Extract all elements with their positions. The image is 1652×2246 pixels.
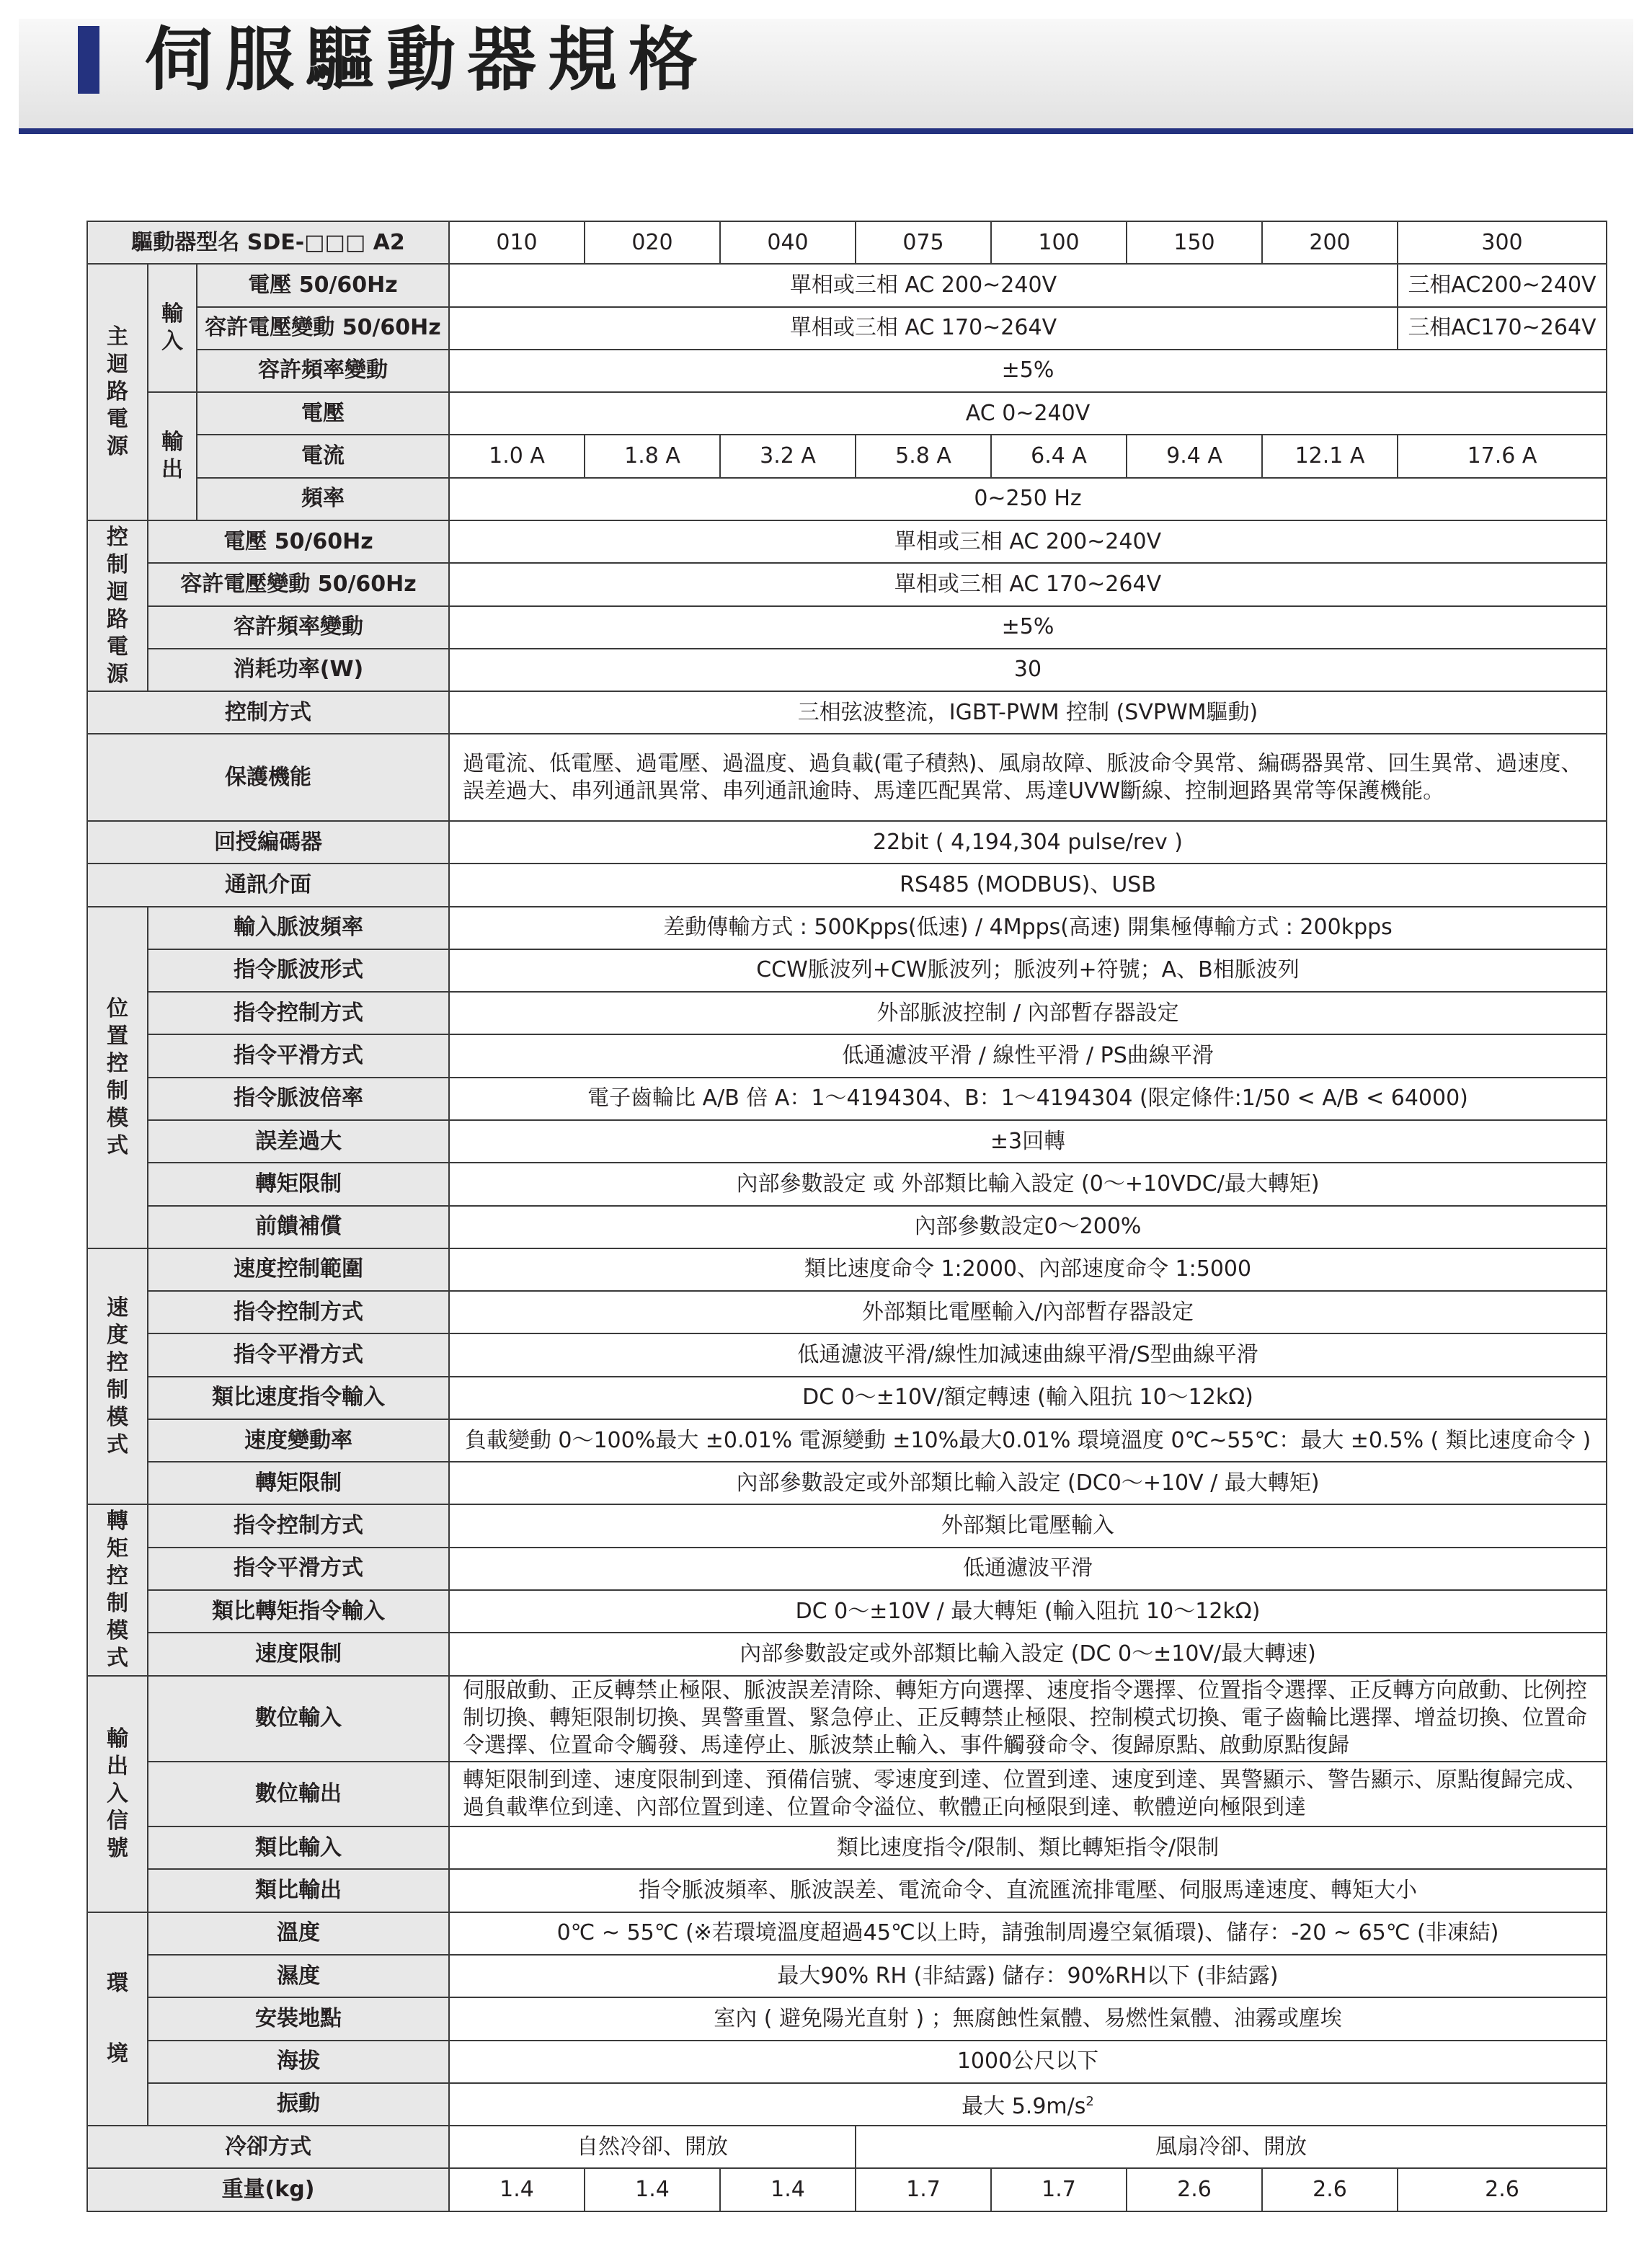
model-040: 040: [720, 221, 856, 264]
cell-value: 過電流、低電壓、過電壓、過溫度、過負載(電子積熱)、風扇故障、脈波命令異常、編碼器異常、回生異常、過速度、誤差過大、串列通訊異常、串列通訊逾時、馬達匹配異常、馬達UVW斷線、控制迴路異常等保護機能。: [449, 734, 1607, 821]
row-label: 轉矩限制: [148, 1462, 449, 1504]
table-row: [87, 864, 1607, 906]
cell-value: DC 0～±10V / 最大轉矩 (輸入阻抗 10～12kΩ): [449, 1590, 1607, 1633]
cell-value: 最大90% RH (非結露) 儲存：90%RH以下 (非結露): [449, 1955, 1607, 1997]
table-row: [87, 992, 1607, 1034]
row-label: 誤差過大: [148, 1120, 449, 1163]
row-label: 指令脈波形式: [148, 949, 449, 992]
row-label: 輸入脈波頻率: [148, 907, 449, 949]
cell-value: 轉矩限制到達、速度限制到達、預備信號、零速度到達、位置到達、速度到達、異警顯示、警告顯示、原點復歸完成、過負載準位到達、內部位置到達、位置命令溢位、軟體正向極限到達、軟體逆向極限到達: [449, 1762, 1607, 1826]
group-label-char: 控: [107, 524, 128, 550]
table-row: [87, 821, 1607, 864]
group-label-char: 出: [107, 1753, 128, 1779]
row-label: 消耗功率(W): [148, 649, 449, 691]
table-row: [87, 1633, 1607, 1675]
weight-value: 1.7: [856, 2168, 991, 2211]
cell-value: 單相或三相 AC 170~264V: [449, 307, 1398, 350]
group-label-char: 控: [107, 1349, 128, 1375]
group-label-char: 位: [107, 995, 128, 1021]
cell-value: 30: [449, 649, 1607, 691]
row-label: 指令控制方式: [148, 992, 449, 1034]
cell-value: 外部類比電壓輸入: [449, 1504, 1607, 1547]
current-value: 17.6 A: [1398, 435, 1607, 477]
model-200: 200: [1262, 221, 1398, 264]
table-row: [87, 2168, 1607, 2211]
table-row: [87, 1248, 1607, 1291]
cell-value: 外部類比電壓輸入/內部暫存器設定: [449, 1291, 1607, 1333]
row-label: 指令控制方式: [148, 1504, 449, 1547]
group-label-char: 電: [107, 407, 128, 432]
group-label-char: 模: [107, 1404, 128, 1430]
current-value: 1.8 A: [585, 435, 720, 477]
row-label: 電壓 50/60Hz: [148, 520, 449, 563]
row-label: 類比輸出: [148, 1869, 449, 1912]
current-value: 1.0 A: [449, 435, 585, 477]
group-label-char: 主: [107, 324, 128, 350]
cell-value: AC 0~240V: [449, 392, 1607, 435]
group-label-char: 路: [107, 379, 128, 405]
row-label: 通訊介面: [87, 864, 449, 906]
table-row: [87, 1997, 1607, 2040]
table-row: [87, 350, 1607, 392]
table-row: [87, 1912, 1607, 1955]
row-label: 電流: [197, 435, 449, 477]
cell-value: 1000公尺以下: [449, 2041, 1607, 2083]
current-value: 6.4 A: [991, 435, 1127, 477]
row-label: 濕度: [148, 1955, 449, 1997]
cell-value: 單相或三相 AC 200~240V: [449, 264, 1398, 306]
group-environment: [87, 1912, 148, 2126]
group-label-char: 模: [107, 1618, 128, 1644]
weight-value: 2.6: [1398, 2168, 1607, 2211]
group-label-char: 迴: [107, 352, 128, 378]
cell-value: 內部參數設定 或 外部類比輸入設定 (0～+10VDC/最大轉矩): [449, 1163, 1607, 1205]
row-label: 電壓 50/60Hz: [197, 264, 449, 306]
group-label-char: 模: [107, 1105, 128, 1131]
row-label: 電壓: [197, 392, 449, 435]
row-label: 回授編碼器: [87, 821, 449, 864]
group-label-char: 源: [107, 661, 128, 687]
group-label-char: 入: [161, 329, 183, 355]
group-position-mode: [87, 907, 148, 1248]
table-row: [87, 1590, 1607, 1633]
cell-value: ±5%: [449, 350, 1607, 392]
current-value: 9.4 A: [1127, 435, 1262, 477]
group-label-char: 控: [107, 1050, 128, 1076]
table-row: [87, 907, 1607, 949]
group-label-char: 電: [107, 634, 128, 660]
model-150: 150: [1127, 221, 1262, 264]
cell-value: [449, 2083, 1607, 2126]
current-value: 12.1 A: [1262, 435, 1398, 477]
group-input: [148, 264, 197, 392]
group-label-char: 入: [107, 1780, 128, 1806]
cell-value: 單相或三相 AC 200~240V: [449, 520, 1607, 563]
spacer: [88, 1997, 147, 2041]
cell-value: RS485 (MODBUS)、USB: [449, 864, 1607, 906]
table-row: [87, 1762, 1607, 1826]
title-accent-bar: [78, 26, 99, 94]
table-row: [87, 563, 1607, 605]
group-io-signals: [87, 1676, 148, 1912]
row-label: 指令平滑方式: [148, 1034, 449, 1077]
group-label-char: 式: [107, 1432, 128, 1457]
cell-value: CCW脈波列+CW脈波列；脈波列+符號；A、B相脈波列: [449, 949, 1607, 992]
vibration-exponent: 2: [1085, 2093, 1094, 2109]
group-environment-top: 環: [107, 1970, 128, 1996]
table-row: [87, 606, 1607, 649]
table-row: [87, 1548, 1607, 1590]
row-label: 速度控制範圍: [148, 1248, 449, 1291]
model-header-label: 驅動器型名 SDE-□□□ A2: [87, 221, 449, 264]
weight-value: 2.6: [1127, 2168, 1262, 2211]
row-label: 重量(kg): [87, 2168, 449, 2211]
model-100: 100: [991, 221, 1127, 264]
table-row: [87, 691, 1607, 734]
group-control-power: [87, 520, 148, 691]
table-row: [87, 2126, 1607, 2168]
cell-value: 室內 ( 避免陽光直射 ) ；無腐蝕性氣體、易燃性氣體、油霧或塵埃: [449, 1997, 1607, 2040]
cell-value: 內部參數設定或外部類比輸入設定 (DC 0～±10V/最大轉速): [449, 1633, 1607, 1675]
weight-value: 1.4: [585, 2168, 720, 2211]
table-row: [87, 264, 1607, 306]
cell-value: ±5%: [449, 606, 1607, 649]
row-label: 容許電壓變動 50/60Hz: [148, 563, 449, 605]
row-label: 保護機能: [87, 734, 449, 821]
table-row: [87, 1120, 1607, 1163]
table-row: [87, 1333, 1607, 1376]
table-row: [87, 1462, 1607, 1504]
cell-value: 負載變動 0～100%最大 ±0.01% 電源變動 ±10%最大0.01% 環境溫度 0℃~55℃：最大 ±0.5% ( 類比速度命令 ): [449, 1419, 1607, 1462]
cooling-natural: 自然冷卻、開放: [449, 2126, 856, 2168]
weight-value: 1.4: [720, 2168, 856, 2211]
group-label-char: 式: [107, 1132, 128, 1158]
cell-value: 類比速度指令/限制、類比轉矩指令/限制: [449, 1826, 1607, 1869]
table-row: [87, 2041, 1607, 2083]
group-label-char: 輸: [161, 301, 183, 327]
model-020: 020: [585, 221, 720, 264]
spec-table: [86, 221, 1607, 2212]
weight-value: 1.4: [449, 2168, 585, 2211]
table-row: [87, 435, 1607, 477]
row-label: 冷卻方式: [87, 2126, 449, 2168]
group-label-char: 轉: [107, 1509, 128, 1535]
cell-value: 單相或三相 AC 170~264V: [449, 563, 1607, 605]
cell-value: 指令脈波頻率、脈波誤差、電流命令、直流匯流排電壓、伺服馬達速度、轉矩大小: [449, 1869, 1607, 1912]
group-label-char: 度: [107, 1322, 128, 1348]
cell-value: 類比速度命令 1:2000、內部速度命令 1:5000: [449, 1248, 1607, 1291]
table-row: [87, 307, 1607, 350]
cell-value: 外部脈波控制 / 內部暫存器設定: [449, 992, 1607, 1034]
row-label: 速度變動率: [148, 1419, 449, 1462]
row-label: 類比輸入: [148, 1826, 449, 1869]
row-label: 容許頻率變動: [197, 350, 449, 392]
page-title: 伺服驅動器規格: [144, 19, 709, 100]
cell-value: 低通濾波平滑: [449, 1548, 1607, 1590]
model-300: 300: [1398, 221, 1607, 264]
table-row: [87, 520, 1607, 563]
group-label-char: 號: [107, 1835, 128, 1861]
table-row: [87, 1504, 1607, 1547]
row-label: 頻率: [197, 478, 449, 520]
cell-value: 內部參數設定0～200%: [449, 1206, 1607, 1248]
row-label: 海拔: [148, 2041, 449, 2083]
row-label: 指令控制方式: [148, 1291, 449, 1333]
group-label-char: 式: [107, 1646, 128, 1672]
row-label: 數位輸出: [148, 1762, 449, 1826]
cell-value: 0℃ ~ 55℃ (※若環境溫度超過45℃以上時，請強制周邊空氣循環)、儲存：-20 ~ 65℃ (非凍結): [449, 1912, 1607, 1955]
table-row: [87, 1826, 1607, 1869]
table-row: [87, 1955, 1607, 1997]
table-row: [87, 1163, 1607, 1205]
cell-value-300: 三相AC200~240V: [1398, 264, 1607, 306]
group-label-char: 輸: [107, 1726, 128, 1752]
cell-value: 伺服啟動、正反轉禁止極限、脈波誤差清除、轉矩方向選擇、速度指令選擇、位置指令選擇、正反轉方向啟動、比例控制切換、轉矩限制切換、異警重置、緊急停止、正反轉禁止極限、控制模式切換、電子齒輪比選擇、增益切換、位置命令選擇、位置命令觸發、馬達停止、脈波禁止輸入、事件觸發命令、復歸原點、啟動原點復歸: [449, 1676, 1607, 1762]
group-label-char: 迴: [107, 579, 128, 605]
table-row: [87, 2083, 1607, 2126]
group-label-char: 控: [107, 1563, 128, 1589]
group-label-char: 速: [107, 1295, 128, 1320]
group-torque-mode: [87, 1504, 148, 1675]
group-label-char: 置: [107, 1023, 128, 1049]
table-row: [87, 221, 1607, 264]
current-value: 3.2 A: [720, 435, 856, 477]
cooling-fan: 風扇冷卻、開放: [856, 2126, 1607, 2168]
table-row: [87, 478, 1607, 520]
table-row: [87, 1291, 1607, 1333]
group-main-power: [87, 264, 148, 520]
row-label: 安裝地點: [148, 1997, 449, 2040]
cell-value: 三相弦波整流，IGBT-PWM 控制 (SVPWM驅動): [449, 691, 1607, 734]
table-row: [87, 949, 1607, 992]
group-label-char: 輸: [161, 430, 183, 456]
table-row: [87, 1419, 1607, 1462]
group-label-char: 信: [107, 1808, 128, 1834]
row-label: 指令脈波倍率: [148, 1078, 449, 1120]
row-label: 容許頻率變動: [148, 606, 449, 649]
row-label: 指令平滑方式: [148, 1333, 449, 1376]
table-row: [87, 1034, 1607, 1077]
table-row: [87, 1869, 1607, 1912]
group-output: [148, 392, 197, 520]
group-label-char: 制: [107, 1078, 128, 1104]
weight-value: 1.7: [991, 2168, 1127, 2211]
table-row: [87, 649, 1607, 691]
group-speed-mode: [87, 1248, 148, 1505]
row-label: 指令平滑方式: [148, 1548, 449, 1590]
row-label: 溫度: [148, 1912, 449, 1955]
table-row: [87, 1377, 1607, 1419]
group-label-char: 制: [107, 1591, 128, 1617]
row-label: 前饋補償: [148, 1206, 449, 1248]
cell-value: 低通濾波平滑/線性加減速曲線平滑/S型曲線平滑: [449, 1333, 1607, 1376]
cell-value: DC 0～±10V/額定轉速 (輸入阻抗 10～12kΩ): [449, 1377, 1607, 1419]
current-value: 5.8 A: [856, 435, 991, 477]
row-label: 容許電壓變動 50/60Hz: [197, 307, 449, 350]
cell-value: 0~250 Hz: [449, 478, 1607, 520]
vibration-value: 最大 5.9m/s: [962, 2093, 1086, 2119]
table-row: [87, 1078, 1607, 1120]
cell-value-300: 三相AC170~264V: [1398, 307, 1607, 350]
group-label-char: 矩: [107, 1536, 128, 1562]
table-row: [87, 734, 1607, 821]
model-010: 010: [449, 221, 585, 264]
model-075: 075: [856, 221, 991, 264]
table-row: [87, 392, 1607, 435]
group-label-char: 制: [107, 551, 128, 577]
cell-value: 22bit ( 4,194,304 pulse/rev ): [449, 821, 1607, 864]
row-label: 類比速度指令輸入: [148, 1377, 449, 1419]
group-environment-bottom: 境: [107, 2041, 128, 2067]
cell-value: 電子齒輪比 A/B 倍 A：1～4194304、B：1～4194304 (限定條件:1/50 < A/B < 64000): [449, 1078, 1607, 1120]
table-row: [87, 1206, 1607, 1248]
row-label: 數位輸入: [148, 1676, 449, 1762]
row-label: 控制方式: [87, 691, 449, 734]
row-label: 類比轉矩指令輸入: [148, 1590, 449, 1633]
cell-value: ±3回轉: [449, 1120, 1607, 1163]
group-label-char: 路: [107, 606, 128, 632]
group-label-char: 出: [161, 457, 183, 483]
row-label: 速度限制: [148, 1633, 449, 1675]
cell-value: 低通濾波平滑 / 線性平滑 / PS曲線平滑: [449, 1034, 1607, 1077]
row-label: 轉矩限制: [148, 1163, 449, 1205]
row-label: 振動: [148, 2083, 449, 2126]
cell-value: 內部參數設定或外部類比輸入設定 (DC0～+10V / 最大轉矩): [449, 1462, 1607, 1504]
table-row: [87, 1676, 1607, 1762]
group-label-char: 制: [107, 1377, 128, 1403]
weight-value: 2.6: [1262, 2168, 1398, 2211]
group-label-char: 源: [107, 434, 128, 460]
cell-value: 差動傳輸方式 : 500Kpps(低速) / 4Mpps(高速) 開集極傳輸方式 : 200kpps: [449, 907, 1607, 949]
